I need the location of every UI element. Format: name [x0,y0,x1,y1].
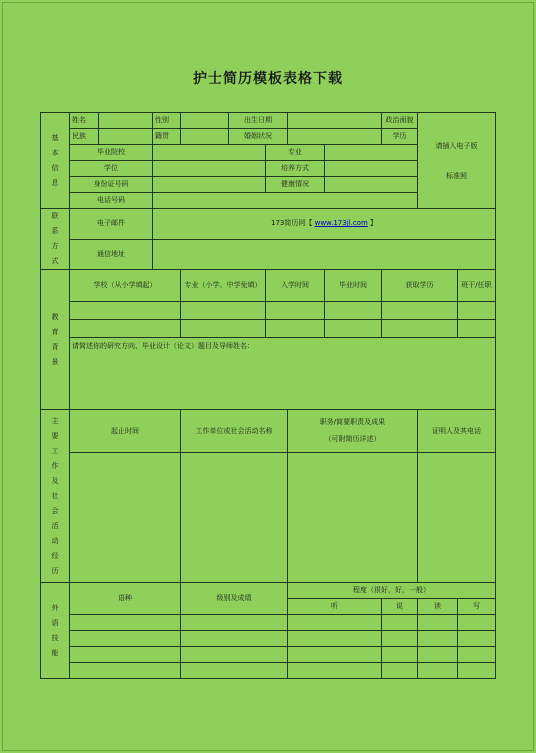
edu-header-degree: 获取学历 [382,270,458,302]
edu-row1-enroll-date[interactable] [266,302,325,320]
field-address[interactable] [153,239,496,270]
lang-row3-level[interactable] [181,647,288,663]
lang-row1-speak[interactable] [382,615,418,631]
edu-row2-degree[interactable] [382,320,458,338]
label-birth-date: 出生日期 [229,113,288,129]
edu-row2-grad-date[interactable] [325,320,382,338]
label-name: 姓名 [70,113,99,129]
label-major: 专业 [266,145,325,161]
lang-row3-listen[interactable] [288,647,382,663]
lang-row2-speak[interactable] [382,631,418,647]
work-duties-line2: （可附简历详述） [324,435,381,443]
lang-row1-language[interactable] [70,615,181,631]
label-marital-status: 婚姻状况 [229,129,288,145]
edu-row2-school[interactable] [70,320,181,338]
lang-row2-listen[interactable] [288,631,382,647]
label-education: 学历 [382,129,418,145]
label-id-number: 身份证号码 [70,177,153,193]
lang-row4-listen[interactable] [288,663,382,679]
field-email[interactable] [153,209,496,240]
field-native-place[interactable] [181,129,229,145]
lang-row2-read[interactable] [418,631,458,647]
label-native-place: 籍贯 [153,129,181,145]
work-header-period: 起止时间 [70,410,181,453]
lang-header-listen: 听 [288,599,382,615]
field-name[interactable] [99,113,153,129]
edu-row1-school[interactable] [70,302,181,320]
field-major[interactable] [325,145,418,161]
label-phone: 电话号码 [70,193,153,209]
research-prompt: 请简述你的研究方向、毕业设计（论文）题目及导师姓名： [72,342,254,350]
lang-row2-language[interactable] [70,631,181,647]
work-duties-line1: 职务/简要职责及成果 [319,418,386,426]
lang-row1-level[interactable] [181,615,288,631]
lang-row4-read[interactable] [418,663,458,679]
lang-row1-write[interactable] [458,615,496,631]
photo-placeholder[interactable] [418,113,496,209]
field-health[interactable] [325,177,418,193]
work-field-duties[interactable] [288,453,418,583]
label-political-status: 政治面貌 [382,113,418,129]
work-header-duties [288,410,418,453]
field-ethnicity[interactable] [99,129,153,145]
work-field-period[interactable] [70,453,181,583]
section-education: 教育背景 [41,270,70,410]
email-prefix: 173简历网【 [270,219,313,228]
lang-row4-level[interactable] [181,663,288,679]
lang-header-read: 读 [418,599,458,615]
photo-hint-line1: 请插入电子版 [435,141,478,150]
edu-row1-grad-date[interactable] [325,302,382,320]
lang-header-speak: 说 [382,599,418,615]
work-header-organization: 工作单位或社会活动名称 [181,410,288,453]
label-ethnicity: 民族 [70,129,99,145]
edu-row1-position[interactable] [458,302,496,320]
label-address: 通信地址 [70,239,153,270]
field-gender[interactable] [181,113,229,129]
lang-row3-language[interactable] [70,647,181,663]
section-work-experience: 主要工作及社会活动经历 [41,410,70,583]
lang-row1-read[interactable] [418,615,458,631]
research-field[interactable] [70,338,496,410]
section-basic-info: 基本信息 [41,113,70,209]
lang-row4-language[interactable] [70,663,181,679]
edu-row2-major[interactable] [181,320,266,338]
label-school: 毕业院校 [70,145,153,161]
lang-row3-write[interactable] [458,647,496,663]
email-link[interactable]: www.173jl.com [314,219,368,228]
page-title: 护士简历模板表格下载 [193,71,343,87]
lang-row1-listen[interactable] [288,615,382,631]
work-field-organization[interactable] [181,453,288,583]
lang-header-level: 级别及成绩 [181,583,288,615]
lang-row3-read[interactable] [418,647,458,663]
lang-header-language: 语种 [70,583,181,615]
photo-hint-line2: 标准照 [446,171,467,180]
field-study-mode[interactable] [325,161,418,177]
label-degree: 学位 [70,161,153,177]
edu-header-major: 专业（小学、中学免填） [181,270,266,302]
label-gender: 性别 [153,113,181,129]
section-language-skills: 外语技能 [41,583,70,679]
field-birth-date[interactable] [288,113,382,129]
work-field-reference[interactable] [418,453,496,583]
field-id-number[interactable] [153,177,266,193]
lang-header-proficiency: 程度（很好，好，一般） [288,583,496,599]
label-health: 健康情况 [266,177,325,193]
lang-row3-speak[interactable] [382,647,418,663]
email-suffix: 】 [370,219,378,228]
section-contact: 联系方式 [41,209,70,270]
work-header-reference: 证明人及其电话 [418,410,496,453]
label-email: 电子邮件 [70,209,153,240]
field-phone[interactable] [153,193,418,209]
field-marital-status[interactable] [288,129,382,145]
edu-row2-enroll-date[interactable] [266,320,325,338]
edu-header-enroll-date: 入学时间 [266,270,325,302]
edu-row1-degree[interactable] [382,302,458,320]
edu-row2-position[interactable] [458,320,496,338]
resume-table [40,112,496,679]
edu-header-school: 学校（从小学填起） [70,270,181,302]
lang-row4-speak[interactable] [382,663,418,679]
lang-row4-write[interactable] [458,663,496,679]
field-degree[interactable] [153,161,266,177]
edu-header-grad-date: 毕业时间 [325,270,382,302]
edu-row1-major[interactable] [181,302,266,320]
field-school[interactable] [153,145,266,161]
lang-row2-level[interactable] [181,631,288,647]
lang-row2-write[interactable] [458,631,496,647]
lang-header-write: 写 [458,599,496,615]
edu-header-position: 班干/任职 [458,270,496,302]
label-study-mode: 培养方式 [266,161,325,177]
